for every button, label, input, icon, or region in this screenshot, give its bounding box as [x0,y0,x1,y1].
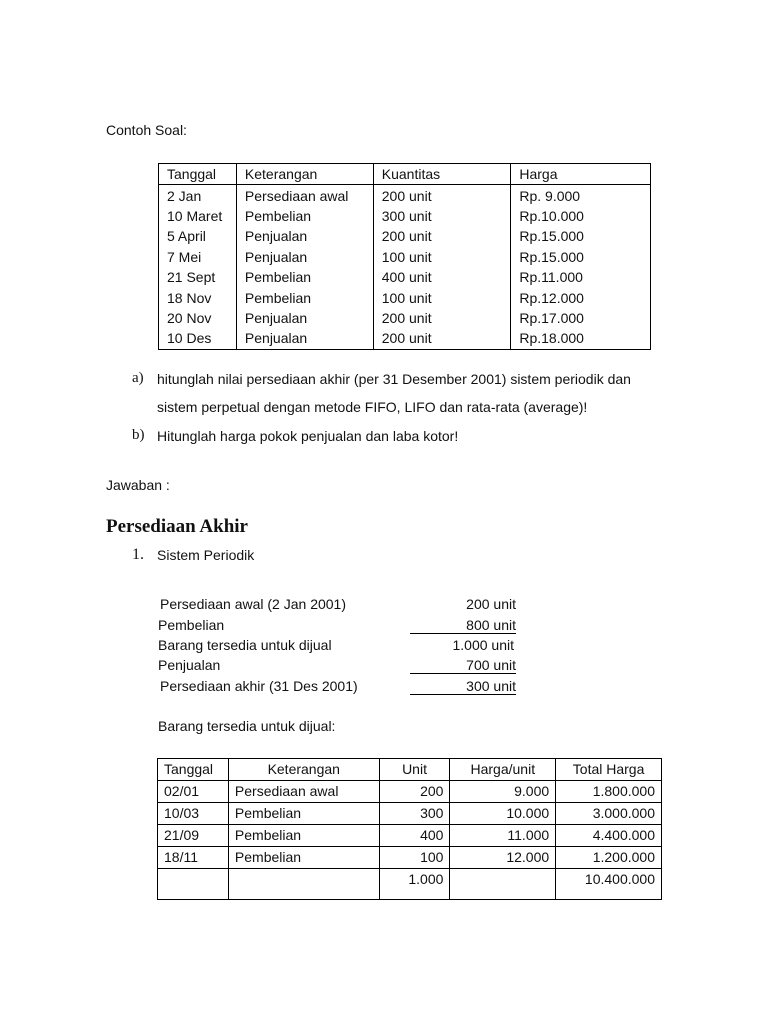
table-row [158,803,662,825]
table-row [159,206,651,226]
cell: Pembelian [228,803,379,825]
cell: 400 [379,825,450,847]
cell: Rp.12.000 [511,287,651,307]
cell: 9.000 [450,781,556,803]
cell: 10 Des [167,330,212,347]
total-units: 1.000 [379,869,450,900]
question-b-marker: b) [132,427,145,443]
table-row [159,308,651,328]
cell: 18/11 [158,847,229,869]
table-row [159,185,651,206]
header-cell: Harga [511,164,651,185]
table-row [158,781,662,803]
cell [450,869,556,900]
cell [228,869,379,900]
header-cell: Tanggal [159,164,237,185]
summary-label: Penjualan [158,657,221,673]
cell: 300 [379,803,450,825]
summary-value: 200 unit [466,596,516,612]
cell: 21 Sept [167,269,216,286]
question-b-line1: Hitunglah harga pokok penjualan dan laba kotor! [157,428,459,444]
cell: 10/03 [158,803,229,825]
cell: Penjualan [236,226,373,246]
cell: 3.000.000 [556,803,662,825]
cell: 10.000 [450,803,556,825]
header-cell: Keterangan [228,759,379,781]
cell: Rp.15.000 [511,226,651,246]
cell: 18 Nov [167,289,212,306]
table-row [159,328,651,349]
cell: Rp.11.000 [511,267,651,287]
cell: 200 unit [373,226,511,246]
cell: 5 April [167,228,206,245]
cell [158,869,229,900]
cell: Pembelian [228,847,379,869]
question-a-line2: sistem perpetual dengan metode FIFO, LIFO dan rata-rata (average)! [157,399,588,415]
cell: 11.000 [450,825,556,847]
problem-table-header [159,164,651,185]
cell: 20 Nov [167,309,212,326]
header-cell: Unit [379,759,450,781]
cell: 200 [379,781,450,803]
subsection-number: 1. [132,546,144,563]
header-cell: Total Harga [556,759,662,781]
cell: 21/09 [158,825,229,847]
question-a-line1: hitunglah nilai persediaan akhir (per 31 Desember 2001) sistem periodik dan [157,371,631,387]
cell: 12.000 [450,847,556,869]
summary-value: 1.000 unit [452,637,514,653]
available-table [157,758,662,900]
cell: Pembelian [228,825,379,847]
summary-label: Persediaan awal (2 Jan 2001) [160,596,347,612]
problem-table [158,163,651,350]
cell: 100 unit [373,287,511,307]
section-title: Persediaan Akhir [106,516,248,537]
cell: Rp.18.000 [511,328,651,349]
summary-value: 300 unit [410,678,516,695]
cell: 7 Mei [167,248,202,265]
table-row [159,247,651,267]
cell: Penjualan [236,247,373,267]
cell: 10 Maret [167,207,223,224]
summary-label: Barang tersedia untuk dijual [158,637,332,653]
cell: Persediaan awal [236,185,373,206]
question-a-marker: a) [132,370,144,386]
cell: 100 unit [373,247,511,267]
summary-value: 800 unit [410,617,516,634]
header-cell: Tanggal [158,759,229,781]
cell: Persediaan awal [228,781,379,803]
summary-label: Persediaan akhir (31 Des 2001) [160,678,358,694]
intro-label: Contoh Soal: [106,122,187,138]
cell: Pembelian [236,206,373,226]
available-label: Barang tersedia untuk dijual: [158,718,336,734]
cell: Penjualan [236,328,373,349]
header-cell: Harga/unit [450,759,556,781]
cell: 200 unit [373,328,511,349]
cell: 300 unit [373,206,511,226]
cell: Penjualan [236,308,373,328]
cell: Rp.15.000 [511,247,651,267]
table-row [158,847,662,869]
summary-label: Pembelian [158,617,225,633]
cell: 02/01 [158,781,229,803]
cell: 2 Jan [167,187,202,204]
subsection-label: Sistem Periodik [157,547,255,563]
total-row [158,869,662,900]
cell: 200 unit [373,308,511,328]
cell: 4.400.000 [556,825,662,847]
cell: Pembelian [236,267,373,287]
cell: Rp. 9.000 [511,185,651,206]
cell: Rp.10.000 [511,206,651,226]
table-row [159,287,651,307]
table-row [159,226,651,246]
summary-value: 700 unit [410,657,516,674]
cell: Rp.17.000 [511,308,651,328]
total-price: 10.400.000 [556,869,662,900]
available-table-header [158,759,662,781]
cell: 1.800.000 [556,781,662,803]
header-cell: Kuantitas [373,164,511,185]
header-cell: Keterangan [236,164,373,185]
cell: 200 unit [373,185,511,206]
answer-label: Jawaban : [106,477,170,493]
cell: 100 [379,847,450,869]
cell: 1.200.000 [556,847,662,869]
table-row [158,825,662,847]
cell: 400 unit [373,267,511,287]
table-row [159,267,651,287]
cell: Pembelian [236,287,373,307]
